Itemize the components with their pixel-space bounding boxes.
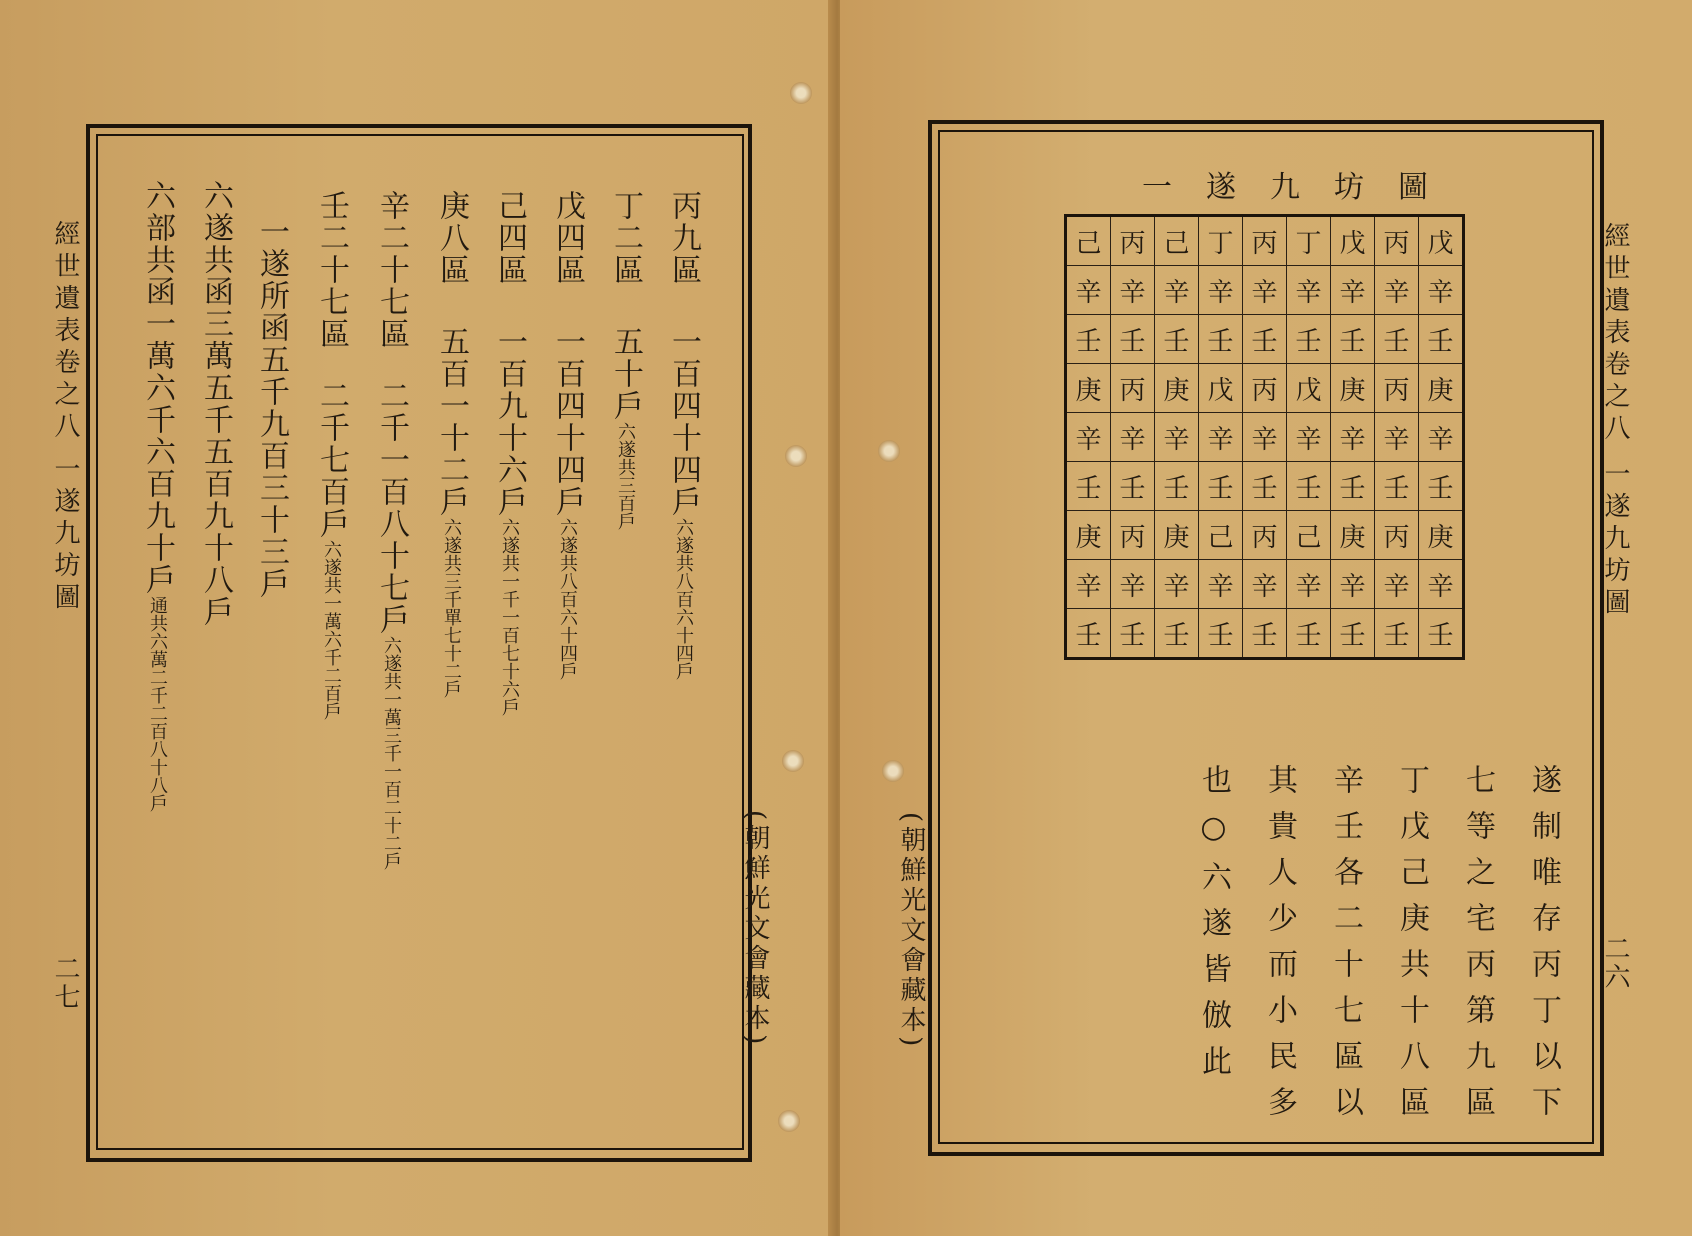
grid-cell: 壬 [1375, 462, 1419, 511]
grid-cell: 庚 [1066, 511, 1111, 560]
commentary-line: 遂制唯存丙丁以下 [1526, 764, 1561, 1132]
grid-cell: 辛 [1375, 266, 1419, 315]
grid-cell: 壬 [1155, 462, 1199, 511]
right-margin-title: 經世遺表卷之八 [1600, 222, 1630, 446]
grid-cell: 壬 [1331, 315, 1375, 364]
grid-cell: 壬 [1066, 609, 1111, 659]
entry-count: 五百一十二戶 [434, 326, 469, 518]
grid-row [1066, 364, 1464, 413]
entry-note: 六遂共一萬六千二百戶 [321, 540, 342, 720]
district-grid [1064, 214, 1465, 660]
grid-cell: 辛 [1375, 560, 1419, 609]
grid-cell: 庚 [1155, 364, 1199, 413]
grid-cell: 丁 [1287, 216, 1331, 266]
grid-cell: 辛 [1419, 560, 1464, 609]
entry-note: 六遂共一萬三千一百二十二戶 [381, 636, 402, 870]
total-main: 一遂所函五千九百三十三戶 [254, 216, 289, 600]
grid-cell: 壬 [1155, 609, 1199, 659]
right-publisher-mark: (朝鮮光文會藏本) [896, 812, 926, 1051]
entry-main: 丁二區 [608, 190, 643, 286]
commentary-line: 也○六遂皆倣此 [1196, 764, 1231, 1091]
entry-note: 六遂共八百六十四戶 [673, 518, 694, 680]
left-margin-title: 經世遺表卷之八 [50, 220, 80, 444]
grid-cell: 壬 [1375, 315, 1419, 364]
grid-cell: 壬 [1066, 462, 1111, 511]
grid-cell: 丙 [1243, 511, 1287, 560]
grid-cell: 庚 [1066, 364, 1111, 413]
grid-cell: 辛 [1419, 266, 1464, 315]
entry-column [492, 190, 527, 716]
total-main: 六部共函一萬六千六百九十戶 [140, 180, 175, 596]
grid-cell: 辛 [1243, 560, 1287, 609]
binding-hole [782, 750, 804, 772]
grid-cell: 己 [1066, 216, 1111, 266]
right-margin-section: 一遂九坊圖 [1600, 460, 1630, 620]
grid-cell: 壬 [1111, 462, 1155, 511]
grid-cell: 壬 [1199, 462, 1243, 511]
grid-cell: 辛 [1287, 413, 1331, 462]
grid-cell: 丁 [1199, 216, 1243, 266]
binding-hole [878, 440, 900, 462]
total-column [140, 180, 175, 812]
total-note: 通共六萬二千二百八十八戶 [147, 596, 168, 812]
grid-cell: 辛 [1287, 266, 1331, 315]
grid-row [1066, 560, 1464, 609]
grid-cell: 辛 [1155, 560, 1199, 609]
grid-cell: 辛 [1155, 266, 1199, 315]
left-publisher-mark: (朝鮮光文會藏本) [740, 810, 770, 1049]
commentary-line: 丁戊己庚共十八區 [1394, 764, 1429, 1132]
grid-cell: 己 [1287, 511, 1331, 560]
grid-cell: 丙 [1111, 511, 1155, 560]
grid-cell: 壬 [1287, 609, 1331, 659]
entry-note: 六遂共三百戶 [615, 422, 636, 530]
entry-note: 六遂共三千單七十二戶 [441, 518, 462, 698]
grid-cell: 戊 [1287, 364, 1331, 413]
grid-cell: 壬 [1243, 462, 1287, 511]
grid-cell: 丙 [1375, 511, 1419, 560]
grid-cell: 辛 [1199, 266, 1243, 315]
grid-cell: 壬 [1287, 462, 1331, 511]
grid-cell: 辛 [1066, 413, 1111, 462]
left-page-number: 二七 [50, 955, 80, 1011]
grid-cell: 庚 [1331, 364, 1375, 413]
grid-cell: 壬 [1111, 315, 1155, 364]
entry-count: 一百四十四戶 [666, 326, 701, 518]
grid-cell: 壬 [1419, 462, 1464, 511]
total-column [198, 180, 233, 628]
entry-column [314, 190, 349, 720]
grid-cell: 辛 [1331, 413, 1375, 462]
grid-row [1066, 413, 1464, 462]
grid-row [1066, 609, 1464, 659]
grid-cell: 己 [1155, 216, 1199, 266]
entry-main: 丙九區 [666, 190, 701, 286]
grid-cell: 壬 [1331, 609, 1375, 659]
grid-cell: 丙 [1243, 216, 1287, 266]
grid-cell: 庚 [1419, 511, 1464, 560]
grid-cell: 丙 [1111, 216, 1155, 266]
grid-row [1066, 462, 1464, 511]
grid-cell: 辛 [1243, 413, 1287, 462]
entry-main: 辛二十七區 [374, 190, 409, 350]
grid-cell: 壬 [1111, 609, 1155, 659]
entry-count: 一百四十四戶 [550, 326, 585, 518]
grid-cell: 己 [1199, 511, 1243, 560]
grid-cell: 辛 [1243, 266, 1287, 315]
entry-main: 戊四區 [550, 190, 585, 286]
grid-cell: 辛 [1287, 560, 1331, 609]
grid-cell: 壬 [1243, 609, 1287, 659]
grid-cell: 壬 [1155, 315, 1199, 364]
grid-cell: 辛 [1331, 560, 1375, 609]
total-main: 六遂共函三萬五千五百九十八戶 [198, 180, 233, 628]
grid-cell: 辛 [1375, 413, 1419, 462]
grid-cell: 丙 [1375, 216, 1419, 266]
grid-cell: 壬 [1243, 315, 1287, 364]
right-page-number: 二六 [1600, 935, 1630, 991]
grid-cell: 辛 [1111, 560, 1155, 609]
commentary-line: 辛壬各二十七區以 [1328, 764, 1363, 1132]
commentary-line: 七等之宅丙第九區 [1460, 764, 1495, 1132]
grid-row [1066, 216, 1464, 266]
commentary-line: 其貴人少而小民多 [1262, 764, 1297, 1132]
left-frame-inner [96, 134, 744, 1150]
binding-hole [778, 1110, 800, 1132]
grid-cell: 辛 [1111, 413, 1155, 462]
entry-column [608, 190, 643, 530]
grid-cell: 丙 [1111, 364, 1155, 413]
binding-hole [882, 760, 904, 782]
grid-row [1066, 315, 1464, 364]
entry-count: 五十戶 [608, 326, 643, 422]
grid-cell: 辛 [1419, 413, 1464, 462]
grid-row [1066, 266, 1464, 315]
diagram-title: 一遂九坊圖 [1142, 170, 1462, 205]
grid-cell: 庚 [1419, 364, 1464, 413]
binding-hole [790, 82, 812, 104]
entry-main: 壬二十七區 [314, 190, 349, 350]
grid-cell: 辛 [1199, 413, 1243, 462]
grid-cell: 丙 [1243, 364, 1287, 413]
entry-count: 一百九十六戶 [492, 326, 527, 518]
grid-cell: 辛 [1155, 413, 1199, 462]
grid-row [1066, 511, 1464, 560]
grid-cell: 辛 [1111, 266, 1155, 315]
grid-cell: 壬 [1419, 315, 1464, 364]
grid-cell: 辛 [1066, 266, 1111, 315]
entry-note: 六遂共八百六十四戶 [557, 518, 578, 680]
total-column [254, 216, 289, 600]
grid-cell: 壬 [1066, 315, 1111, 364]
entry-count: 二千七百戶 [314, 380, 349, 540]
grid-cell: 戊 [1419, 216, 1464, 266]
entry-column [434, 190, 469, 698]
entry-note: 六遂共一千一百七十六戶 [499, 518, 520, 716]
entry-column [550, 190, 585, 680]
grid-cell: 壬 [1331, 462, 1375, 511]
grid-cell: 辛 [1331, 266, 1375, 315]
grid-cell: 庚 [1331, 511, 1375, 560]
grid-cell: 庚 [1155, 511, 1199, 560]
grid-cell: 辛 [1199, 560, 1243, 609]
grid-cell: 辛 [1066, 560, 1111, 609]
grid-cell: 壬 [1287, 315, 1331, 364]
entry-column [666, 190, 701, 680]
left-margin-section: 一遂九坊圖 [50, 455, 80, 615]
entry-main: 庚八區 [434, 190, 469, 286]
grid-cell: 壬 [1375, 609, 1419, 659]
entry-count: 二千一百八十七戶 [374, 380, 409, 636]
grid-cell: 戊 [1199, 364, 1243, 413]
entry-main: 己四區 [492, 190, 527, 286]
entry-column [374, 190, 409, 870]
grid-cell: 壬 [1199, 315, 1243, 364]
grid-cell: 戊 [1331, 216, 1375, 266]
grid-cell: 壬 [1419, 609, 1464, 659]
grid-cell: 丙 [1375, 364, 1419, 413]
binding-hole [785, 445, 807, 467]
grid-cell: 壬 [1199, 609, 1243, 659]
